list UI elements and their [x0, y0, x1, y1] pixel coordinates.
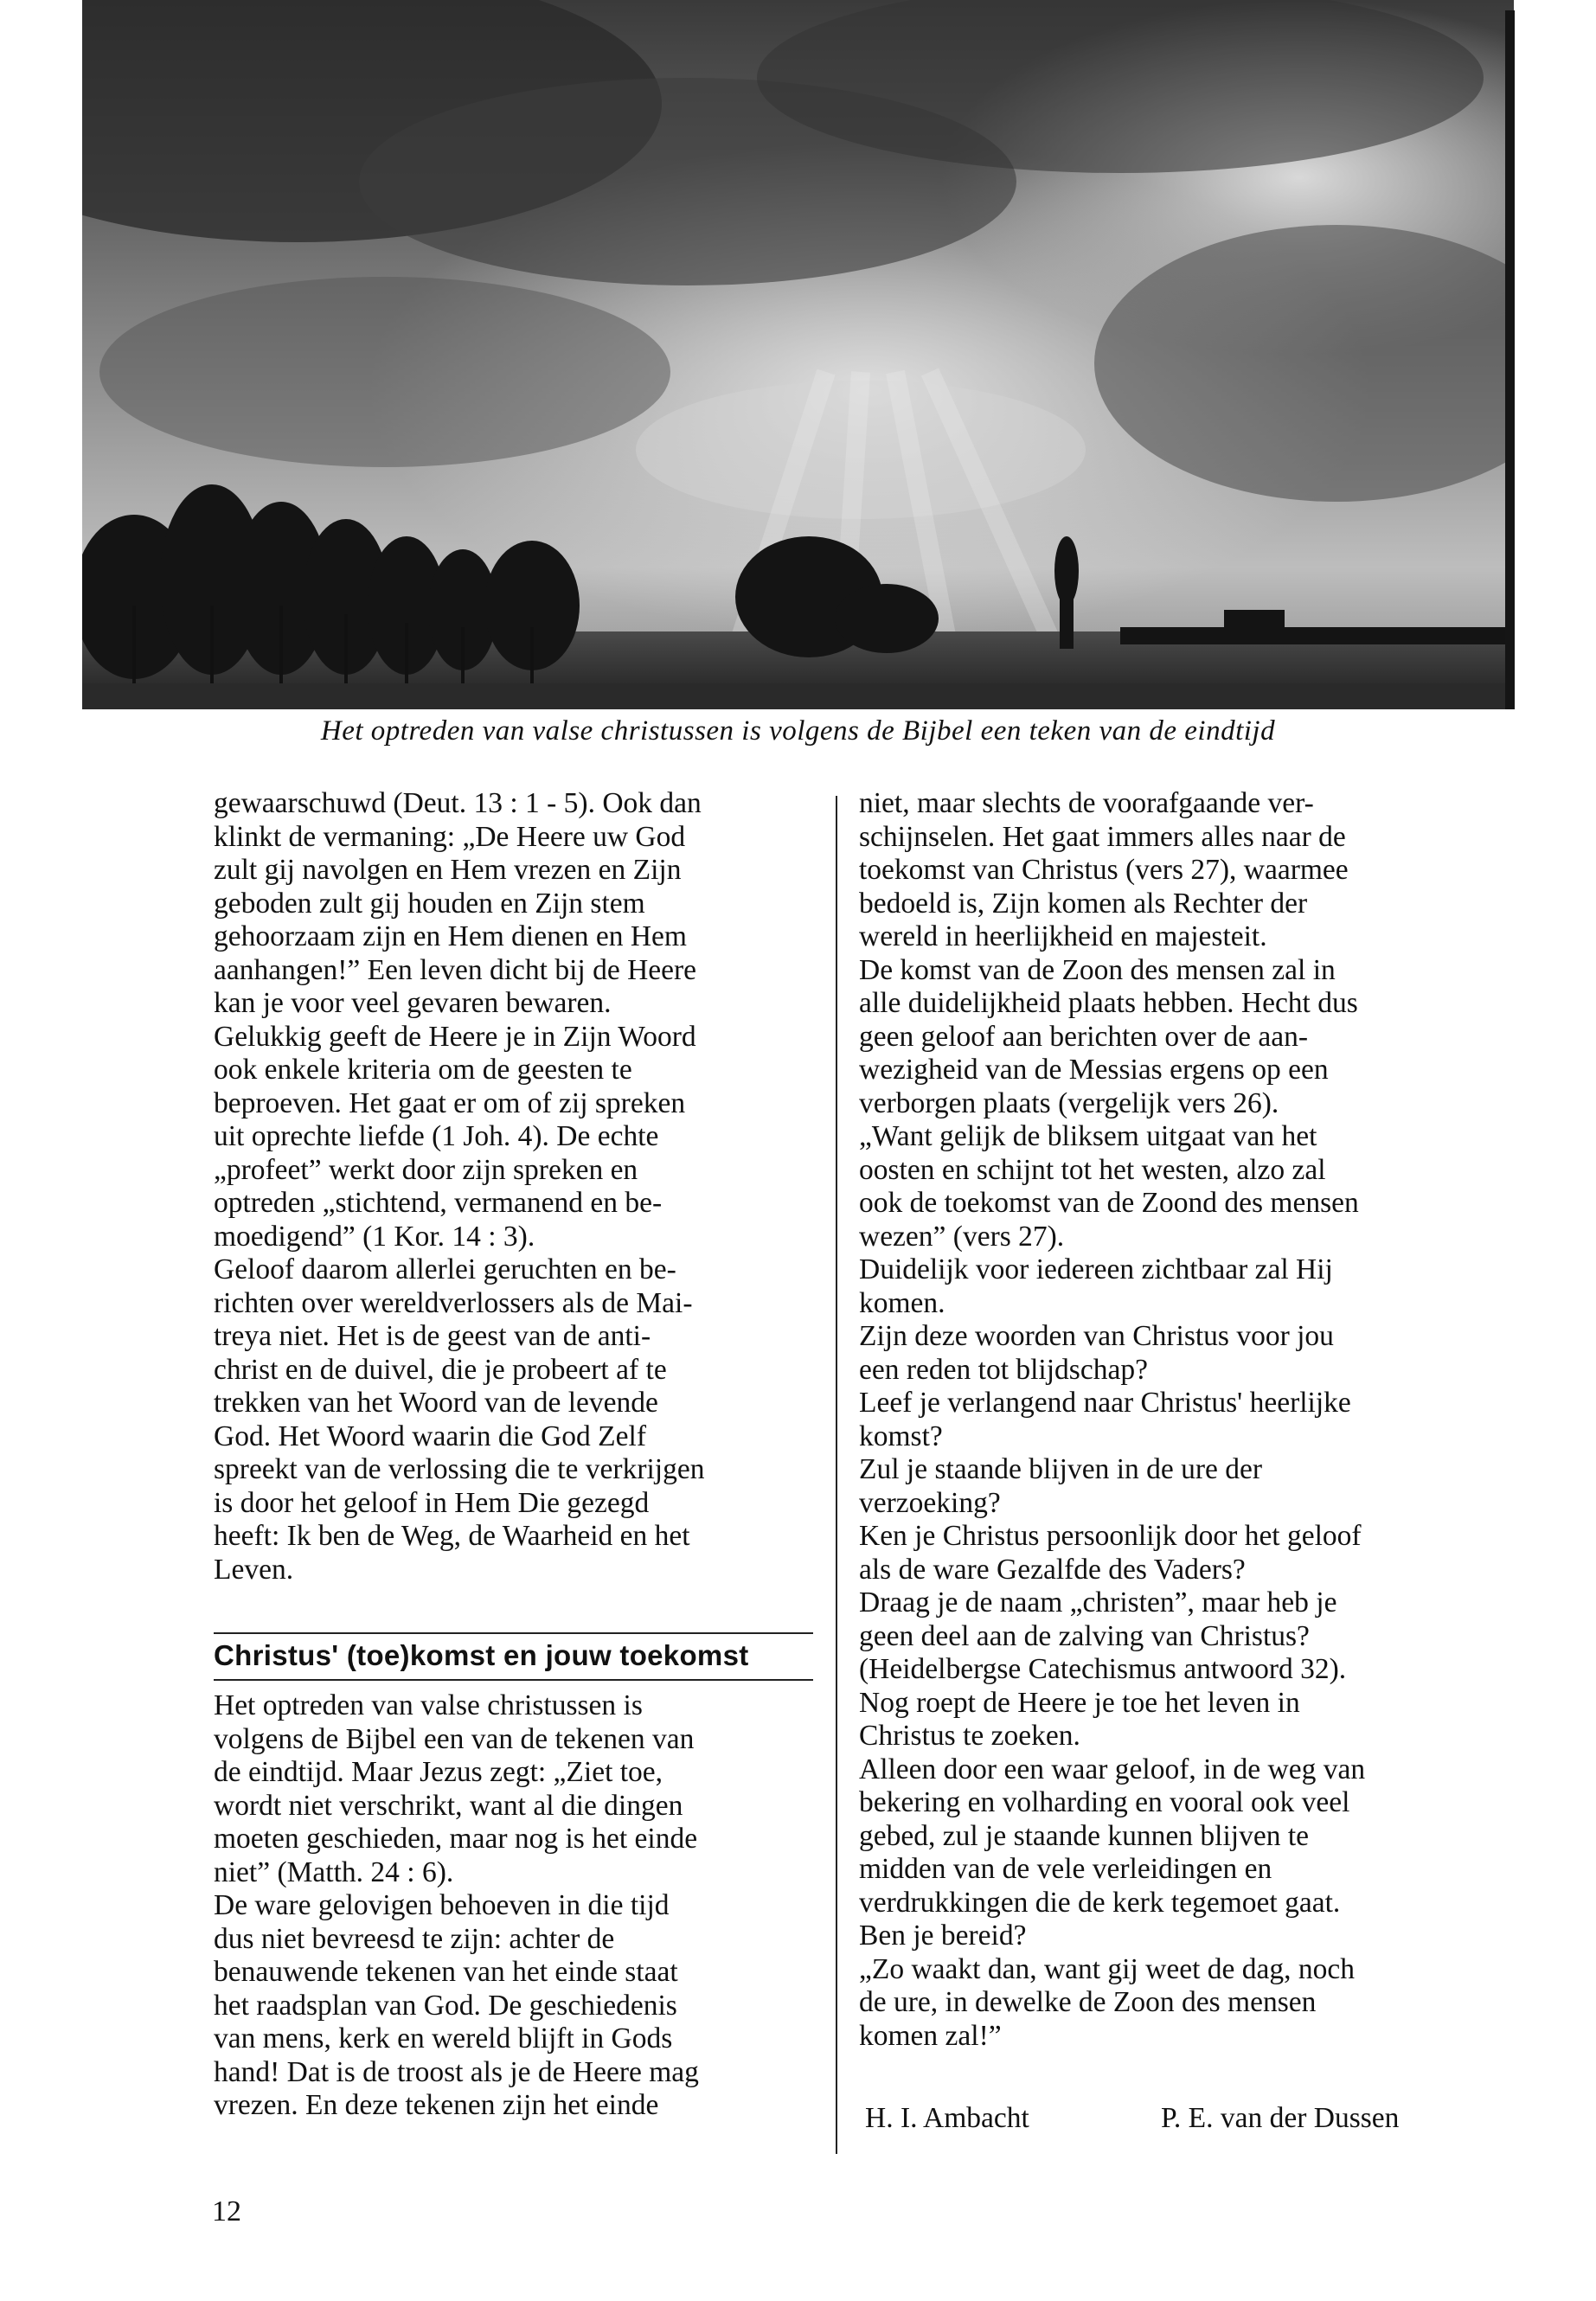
text-line: komen zal!” — [859, 2019, 1002, 2052]
text-line: verdrukkingen die de kerk tegemoet gaat. — [859, 1886, 1341, 1919]
text-line: spreekt van de verlossing die te verkrijgen — [214, 1453, 705, 1485]
text-line: ook enkele kriteria om de geesten te — [214, 1054, 632, 1086]
text-line: wezigheid van de Messias ergens op een — [859, 1054, 1329, 1086]
text-line: volgens de Bijbel een van de tekenen van — [214, 1722, 695, 1755]
section-heading: Christus' (toe)komst en jouw toekomst — [214, 1639, 749, 1671]
text-line: Geloof daarom allerlei geruchten en be- — [214, 1253, 676, 1285]
text-line: De komst van de Zoon des mensen zal in — [859, 953, 1336, 986]
text-line: verzoeking? — [859, 1486, 1001, 1519]
text-line: trekken van het Woord van de levende — [214, 1387, 658, 1419]
text-line: bedoeld is, Zijn komen als Rechter der — [859, 887, 1308, 920]
text-line: De ware gelovigen behoeven in die tijd — [214, 1889, 670, 1921]
text-line: wereld in heerlijkheid en majesteit. — [859, 920, 1267, 952]
signature-right: P. E. van der Dussen — [1161, 2102, 1400, 2134]
text-line: God. Het Woord waarin die God Zelf — [214, 1420, 646, 1452]
text-line: Leef je verlangend naar Christus' heerlijke — [859, 1387, 1351, 1419]
text-line: het raadsplan van God. De geschiedenis — [214, 1989, 677, 2022]
signature-left: H. I. Ambacht — [865, 2102, 1029, 2134]
text-line: dus niet bevreesd te zijn: achter de — [214, 1922, 615, 1955]
text-line: Christus te zoeken. — [859, 1720, 1080, 1752]
text-line: gewaarschuwd (Deut. 13 : 1 - 5). Ook dan — [214, 787, 702, 819]
text-line: optreden „stichtend, vermanend en be- — [214, 1187, 663, 1219]
text-line: zult gij navolgen en Hem vrezen en Zijn — [214, 854, 682, 886]
text-line: Draag je de naam „christen”, maar heb je — [859, 1586, 1337, 1618]
left-column — [214, 787, 811, 1586]
text-line: de eindtijd. Maar Jezus zegt: „Ziet toe, — [214, 1756, 663, 1788]
text-line: kan je voor veel gevaren bewaren. — [214, 987, 612, 1019]
text-line: „profeet” werkt door zijn spreken en — [214, 1153, 638, 1186]
photo-caption: Het optreden van valse christussen is volgens de Bijbel een teken van de eindtijd — [320, 715, 1276, 747]
text-line: wordt niet verschrikt, want al die dingen — [214, 1789, 683, 1822]
text-line: midden van de vele verleidingen en — [859, 1853, 1272, 1885]
text-line: heeft: Ik ben de Weg, de Waarheid en het — [214, 1520, 690, 1552]
text-line: moeten geschieden, maar nog is het einde — [214, 1823, 698, 1855]
text-line: (Heidelbergse Catechismus antwoord 32). — [859, 1653, 1347, 1685]
landscape-photo — [82, 0, 1514, 709]
text-line: verborgen plaats (vergelijk vers 26). — [859, 1086, 1279, 1119]
text-line: aanhangen!” Een leven dicht bij de Heere — [214, 953, 697, 986]
text-line: „Zo waakt dan, want gij weet de dag, noch — [859, 1952, 1356, 1985]
text-line: vrezen. En deze tekenen zijn het einde — [214, 2089, 659, 2121]
text-line: oosten en schijnt tot het westen, alzo zal — [859, 1153, 1326, 1186]
text-line: Duidelijk voor iedereen zichtbaar zal Hij — [859, 1253, 1333, 1285]
text-line: geen deel aan de zalving van Christus? — [859, 1619, 1310, 1652]
right-column — [859, 787, 1482, 2053]
text-line: komen. — [859, 1286, 945, 1319]
page-number: 12 — [212, 2195, 241, 2227]
text-line: ook de toekomst van de Zoond des mensen — [859, 1187, 1359, 1219]
text-line: Het optreden van valse christussen is — [214, 1689, 643, 1721]
text-line: gebed, zul je staande kunnen blijven te — [859, 1819, 1310, 1852]
text-line: bekering en volharding en vooral ook veel — [859, 1786, 1350, 1818]
text-line: toekomst van Christus (vers 27), waarmee — [859, 854, 1349, 886]
text-line: schijnselen. Het gaat immers alles naar de — [859, 820, 1346, 853]
text-line: niet” (Matth. 24 : 6). — [214, 1856, 454, 1888]
text-line: niet, maar slechts de voorafgaande ver- — [859, 787, 1314, 819]
text-line: een reden tot blijdschap? — [859, 1353, 1148, 1386]
text-line: Leven. — [214, 1553, 294, 1586]
text-line: van mens, kerk en wereld blijft in Gods — [214, 2022, 673, 2054]
text-line: als de ware Gezalfde des Vaders? — [859, 1553, 1246, 1586]
vertical-bar — [1505, 10, 1515, 709]
landscape-photo-drawing — [82, 0, 1514, 709]
text-line: christ en de duivel, die je probeert af te — [214, 1353, 667, 1386]
text-line: is door het geloof in Hem Die gezegd — [214, 1486, 650, 1519]
text-line: hand! Dat is de troost als je de Heere mag — [214, 2055, 699, 2088]
text-line: „Want gelijk de bliksem uitgaat van het — [859, 1120, 1317, 1152]
text-line: beproeven. Het gaat er om of zij spreken — [214, 1086, 686, 1119]
text-line: treya niet. Het is de geest van de anti- — [214, 1320, 651, 1352]
text-line: moedigend” (1 Kor. 14 : 3). — [214, 1220, 535, 1253]
text-line: Zul je staande blijven in de ure der — [859, 1453, 1263, 1485]
text-line: benauwende tekenen van het einde staat — [214, 1956, 678, 1988]
text-line: geen geloof aan berichten over de aan- — [859, 1020, 1308, 1053]
text-line: Alleen door een waar geloof, in de weg van — [859, 1753, 1366, 1785]
text-line: Ken je Christus persoonlijk door het geloof — [859, 1520, 1362, 1552]
text-line: uit oprechte liefde (1 Joh. 4). De echte — [214, 1120, 659, 1152]
text-line: Zijn deze woorden van Christus voor jou — [859, 1320, 1334, 1352]
text-line: Gelukkig geeft de Heere je in Zijn Woord — [214, 1020, 696, 1053]
text-line: geboden zult gij houden en Zijn stem — [214, 887, 645, 920]
column-divider — [836, 796, 837, 2154]
section-rule-top — [214, 1632, 813, 1634]
text-line: de ure, in dewelke de Zoon des mensen — [859, 1986, 1317, 2018]
section-rule-bottom — [214, 1679, 813, 1681]
text-line: klinkt de vermaning: „De Heere uw God — [214, 820, 686, 853]
text-line: Ben je bereid? — [859, 1920, 1027, 1952]
text-line: komst? — [859, 1420, 943, 1452]
text-line: gehoorzaam zijn en Hem dienen en Hem — [214, 920, 687, 952]
text-line: alle duidelijkheid plaats hebben. Hecht dus — [859, 987, 1358, 1019]
left-column-section — [214, 1689, 699, 2123]
text-line: richten over wereldverlossers als de Mai- — [214, 1286, 693, 1319]
text-line: Nog roept de Heere je toe het leven in — [859, 1686, 1300, 1719]
text-line: wezen” (vers 27). — [859, 1220, 1065, 1253]
